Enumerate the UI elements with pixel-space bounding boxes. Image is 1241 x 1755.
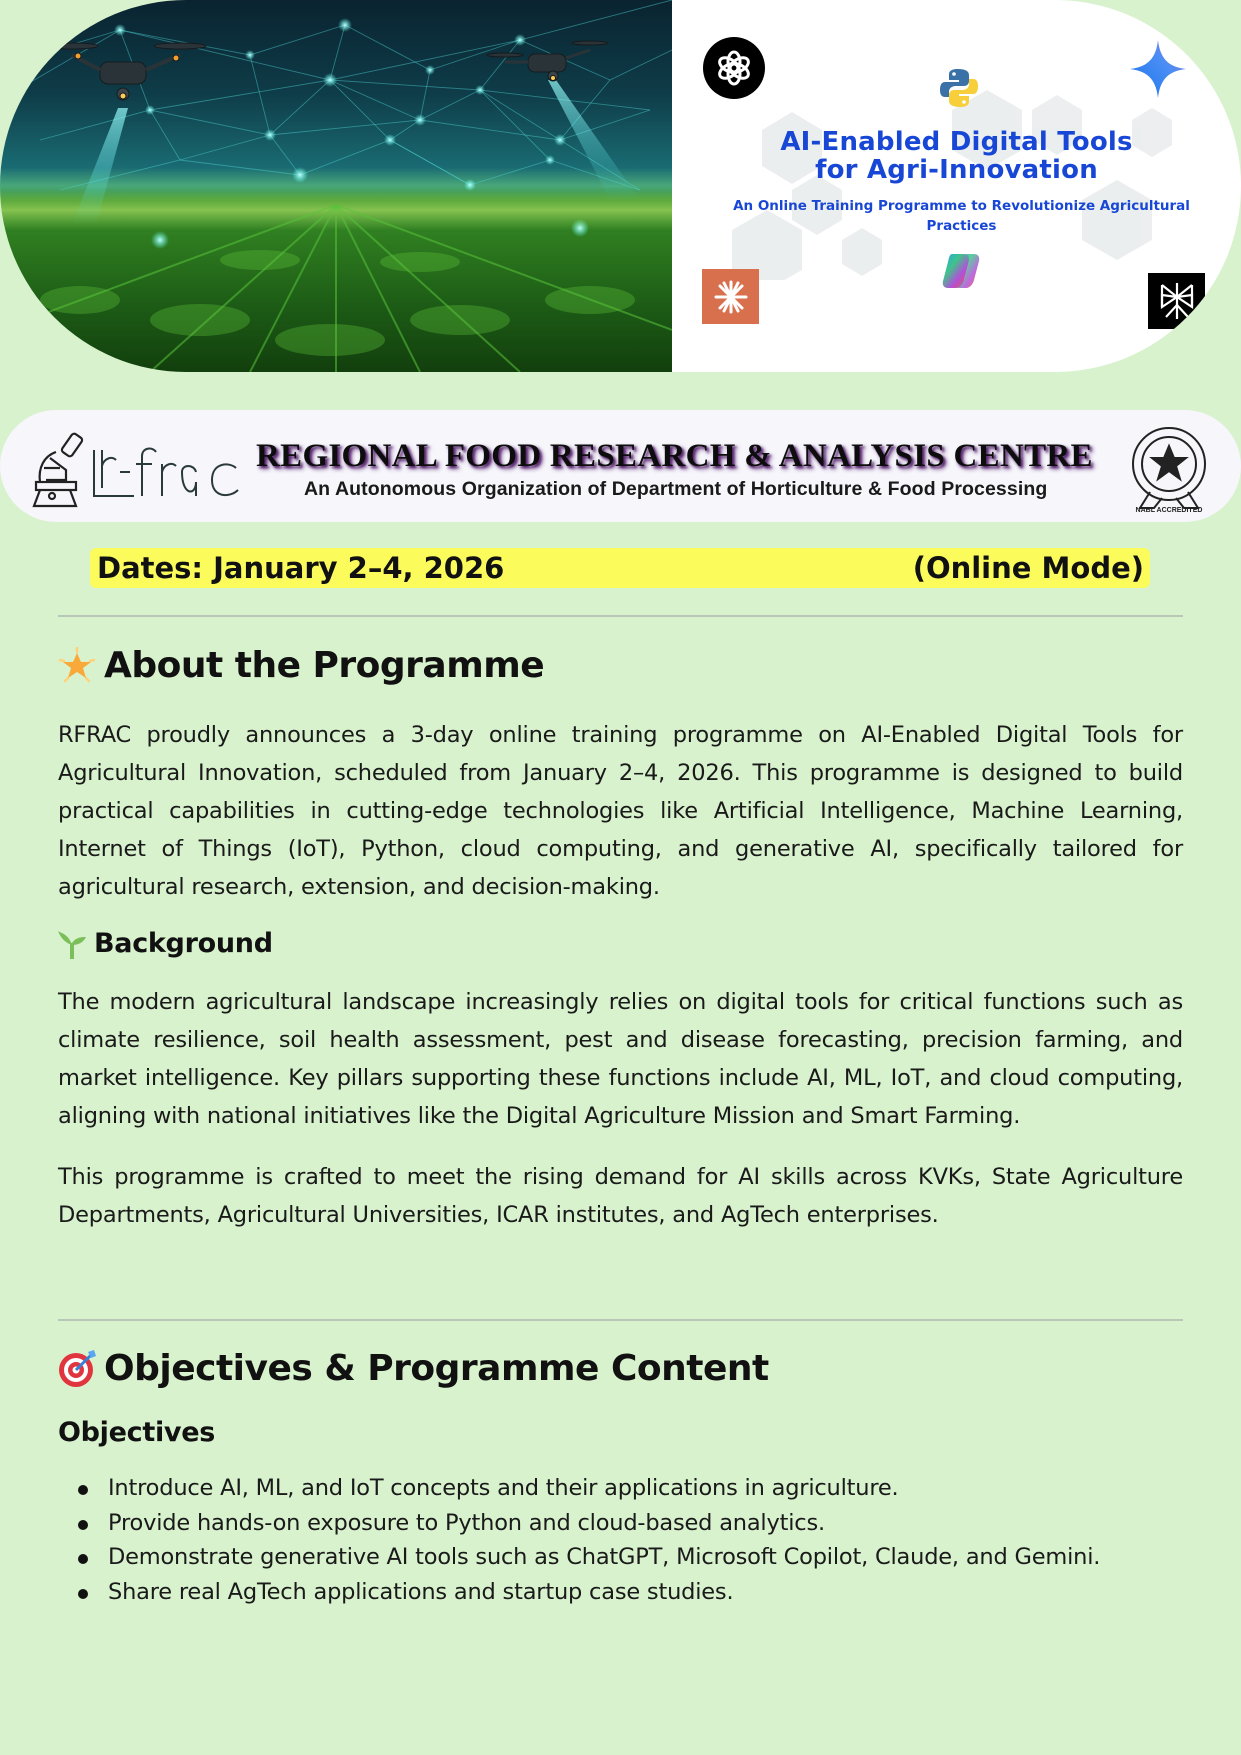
hero-image-drones-over-crops [0,0,672,372]
divider [58,615,1183,617]
list-item-text: Demonstrate generative AI tools such as ChatGPT, Microsoft Copilot, Claude, and Gemini. [108,1544,1101,1570]
bullet-icon [78,1520,88,1530]
list-item-text: Provide hands-on exposure to Python and cloud-based analytics. [108,1509,825,1536]
target-icon [58,1350,96,1388]
python-icon [940,68,978,108]
objectives-heading-text: Objectives & Programme Content [104,1348,769,1389]
programme-title-line1: AI-Enabled Digital Tools [780,127,1133,157]
copilot-icon [940,250,982,292]
about-section [58,645,1183,1234]
programme-dates: Dates: January 2–4, 2026 [97,551,505,585]
list-item-text: Introduce AI, ML, and IoT concepts and their applications in agriculture. [108,1475,899,1501]
hero-banner [0,0,1241,372]
bullet-icon [78,1485,88,1495]
claude-icon [702,269,759,324]
about-heading-text: About the Programme [104,645,545,686]
seedling-icon [58,929,86,959]
about-paragraph: RFRAC proudly announces a 3-day online training programme on AI-Enabled Digital Tools for Agricultural Innovation, scheduled from January 2–4, 2026. This programme is designed to build practical capabilities in cutting-edge technologies like Artificial Intelligence, Machine Learning, Internet of Things (IoT), Python, cloud computing, and generative AI, specifically tailored for agricultural research, extension, and decision-making. [58,722,1183,900]
programme-mode: (Online Mode) [912,551,1144,585]
programme-subtitle: An Online Training Programme to Revolutionize Agricultural Practices [733,198,1190,234]
drone-left-icon [46,43,206,100]
accreditation-label: NABL ACCREDITED [1135,507,1203,514]
drone-right-icon [487,41,608,81]
objectives-list [58,1471,1183,1609]
rfrac-logo [90,442,244,500]
perplexity-icon [1148,273,1205,329]
objectives-heading [58,1348,1183,1389]
list-item [58,1540,1183,1575]
programme-title-line2: for Agri-Innovation [815,155,1098,185]
list-item [58,1471,1183,1506]
background-paragraph: This programme is crafted to meet the rising demand for AI skills across KVKs, State Agriculture Departments, Agricultural Universities, ICAR institutes, and AgTech enterprises. [58,1164,1183,1228]
organization-tagline: An Autonomous Organization of Department of Horticulture & Food Processing [304,478,1048,500]
organization-name: REGIONAL FOOD RESEARCH & ANALYSIS CENTRE [256,438,1093,474]
star-icon [58,647,96,685]
list-item [58,1506,1183,1541]
openai-icon [703,37,765,99]
background-heading-text: Background [94,928,273,959]
list-item-text: Share real AgTech applications and startup case studies. [108,1578,734,1605]
background-heading [58,928,1183,959]
divider [58,1319,1183,1321]
objectives-section [58,1348,1183,1609]
dates-banner [90,548,1150,588]
organization-header [0,410,1241,522]
bullet-icon [78,1554,88,1564]
list-item [58,1575,1183,1610]
programme-title-card [672,0,1241,372]
programme-title [672,128,1241,184]
nabl-seal-icon [1128,424,1210,518]
network-illustration [0,0,672,372]
gemini-icon [1130,40,1186,98]
background-paragraph: The modern agricultural landscape increasingly relies on digital tools for critical functions such as climate resilience, soil health assessment, pest and disease forecasting, precision farming, and market intelligence. Key pillars supporting these functions include AI, ML, IoT, and cloud computing, aligning with national initiatives like the Digital Agriculture Mission and Smart Farming. [58,989,1183,1129]
objectives-subheading: Objectives [58,1417,215,1448]
microscope-icon [26,430,90,510]
about-heading [58,645,1183,686]
bullet-icon [78,1589,88,1599]
